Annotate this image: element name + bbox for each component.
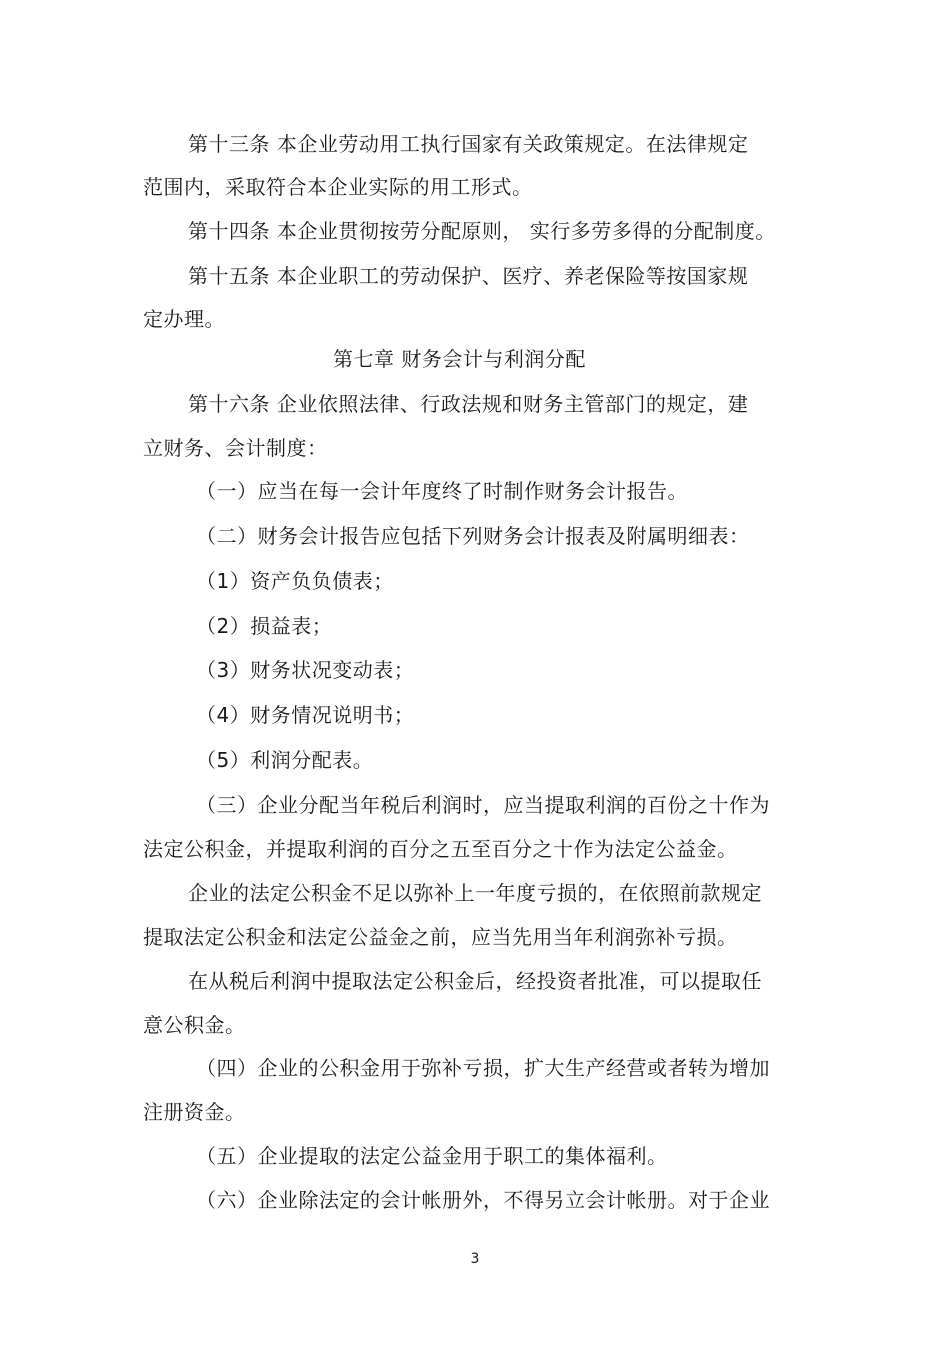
clause-4-line-1: （四）企业的公积金用于弥补亏损，扩大生产经营或者转为增加 [196,1056,770,1080]
clause-1-line: （一）应当在每一会计年度终了时制作财务会计报告。 [196,479,688,503]
list-item-5: （5）利润分配表。 [196,748,374,772]
list-item-3: （3）财务状况变动表； [196,658,415,682]
article-16-line-1: 第十六条 企业依照法律、行政法规和财务主管部门的规定，建 [188,392,749,416]
clause-6-line-1: （六）企业除法定的会计帐册外，不得另立会计帐册。对于企业 [196,1188,770,1212]
article-16-line-2: 立财务、会计制度： [143,436,328,460]
clause-4-line-2: 注册资金。 [143,1100,246,1124]
list-item-2: （2）损益表； [196,614,333,638]
article-13-line-1: 第十三条 本企业劳动用工执行国家有关政策规定。在法律规定 [188,132,749,156]
clause-3-line-1: （三）企业分配当年税后利润时，应当提取利润的百份之十作为 [196,793,770,817]
article-15-line-1: 第十五条 本企业职工的劳动保护、医疗、养老保险等按国家规 [188,264,749,288]
paragraph-reserve-line-1: 在从税后利润中提取法定公积金后，经投资者批准，可以提取任 [188,969,762,993]
article-13-line-2: 范围内，采取符合本企业实际的用工形式。 [143,175,533,199]
article-14-line-1: 第十四条 本企业贯彻按劳分配原则， 实行多劳多得的分配制度。 [188,219,776,243]
clause-3-line-2: 法定公积金，并提取利润的百分之五至百分之十作为法定公益金。 [143,837,738,861]
article-15-line-2: 定办理。 [143,307,225,331]
clause-2-line: （二）财务会计报告应包括下列财务会计报表及附属明细表： [196,524,750,548]
list-item-4: （4）财务情况说明书； [196,703,415,727]
paragraph-loss-line-1: 企业的法定公积金不足以弥补上一年度亏损的，在依照前款规定 [188,881,762,905]
list-item-1: （1）资产负负债表； [196,569,394,593]
clause-5-line: （五）企业提取的法定公益金用于职工的集体福利。 [196,1144,668,1168]
chapter-title: 第七章 财务会计与利润分配 [333,347,586,371]
paragraph-reserve-line-2: 意公积金。 [143,1013,246,1037]
paragraph-loss-line-2: 提取法定公积金和法定公益金之前，应当先用当年利润弥补亏损。 [143,925,738,949]
page-number: 3 [470,1251,480,1267]
